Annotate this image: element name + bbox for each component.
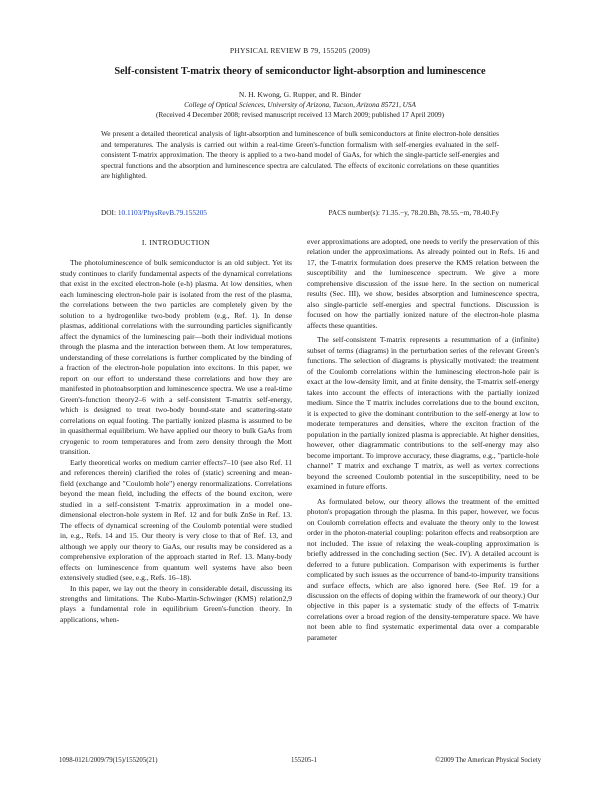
received-dates: (Received 4 December 2008; revised manuscript received 13 March 2009; published 17 April 2009) [155,111,444,119]
left-column [60,238,292,625]
section-heading: I. INTRODUCTION [141,238,211,247]
paragraph: The self-consistent T-matrix represents a resummation of a (infinite) subset of terms (diagrams) in the perturbation series of the relevant Green's functions. The selection of diagrams is physically motivated: the treatment of the Coulomb correlations within the luminescing electron-hole pair is exact at the low-density limit, and at finite density, the T-matrix self-energy takes into account the effects of interactions with the partially ionized medium. Since the T matrix includes correlations due to the bound exciton, it is expected to give the dominant contribution to the self-energy at low to moderate temperatures and densities, where the exciton fraction of the population in the partially ionized plasma is appreciable. At higher densities, however, other diagrammatic contributions to the self-energy may also become important. To improve accuracy, these diagrams, e.g., "particle-hole channel" T matrix and exchange T matrix, as well as vertex corrections beyond the screened Coulomb potential in the susceptibility, need to be examined in future efforts. [307,335,539,492]
doi [101,208,207,217]
paragraph: Early theoretical works on medium carrier effects7–10 (see also Ref. 11 and references therein) clarified the roles of (static) screening and mean-field (exchange and "Coulomb hole") energy renormalizations. Correlations beyond the mean field, including the effects of the bound exciton, were studied in a self-consistent T-matrix approximation in a model one-dimensional electron-hole system in Ref. 12 and for bulk ZnSe in Ref. 13. The effects of dynamical screening of the Coulomb potential were studied in, e.g., Refs. 14 and 15. Our theory is very close to that of Ref. 13, and although we apply our theory to GaAs, our results may be considered as a comprehensive exploration of the approach started in Ref. 13. Many-body effects on luminescence from quantum well systems have also been extensively studied (see, e.g., Refs. 16–18). [60,457,292,583]
pacs-numbers: PACS number(s): 71.35.−y, 78.20.Bh, 78.55.−m, 78.40.Fy [328,208,499,217]
page-number: 155205-1 [291,757,318,764]
journal-header: PHYSICAL REVIEW B 79, 155205 (2009) [229,46,371,55]
doi-link[interactable]: 10.1103/PhysRevB.79.155205 [117,208,207,217]
right-column [307,237,539,643]
abstract: We present a detailed theoretical analysis of light-absorption and luminescence of bulk semiconductors at finite electron-hole densities and temperatures. The analysis is carried out within a real-time Green's-function formalism with self-energies evaluated in the self-consistent T-matrix approximation. The theory is applied to a two-band model of GaAs, for which the single-particle self-energies and spectral functions and the absorption and luminescence spectra are calculated. The effects of excitonic correlations on these quantities are highlighted. [101,129,499,181]
paragraph: As formulated below, our theory allows the treatment of the emitted photon's propagation through the plasma. In this paper, however, we focus on Coulomb correlation effects and evaluate the theory only to the lowest order in the photon-material coupling: polariton effects and reabsorption are not included. The issue of relaxing the weak-coupling approximation is briefly addressed in the concluding section (Sec. IV). A detailed account is deferred to a future publication. Comparison with experiments is further complicated by such issues as the occurrence of band-to-impurity transitions and surface effects, which are also ignored here. (See Ref. 19 for a discussion on the effects of doping within the framework of our theory.) Our objective in this paper is a systematic study of the effects of T-matrix correlations over a broad region of the density-temperature space. We have not been able to find systematic experimental data over a comparable parameter [307,496,539,642]
paragraph: ever approximations are adopted, one needs to verify the preservation of this relation under the approximations. As already pointed out in Refs. 16 and 17, the T-matrix formulation does preserve the KMS relation between the susceptibility and the luminescence spectrum. We give a more comprehensive discussion of the issue here. In the section on numerical results (Sec. III), we show, besides absorption and luminescence spectra, also single-particle self-energies and spectral functions. Discussion is focused on how the partially ionized nature of the electron-hole plasma affects these quantities. [307,237,539,330]
author-list: N. H. Kwong, G. Rupper, and R. Binder [238,90,362,99]
doi-label: DOI: [101,208,116,217]
paragraph: The photoluminescence of bulk semiconductor is an old subject. Yet its study continues to clarify fundamental aspects of the dynamical correlations that exist in the excited electron-hole (e-h) plasma. At low densities, when each luminescing electron-hole pair is isolated from the rest of the plasma, the correlations between the two particles are completely given by the solution to a hydrogenlike two-body problem (e.g., Ref. 1). In dense plasmas, additional correlations with the surrounding particles significantly affect the dynamics of the luminescing pair—both their individual motions through the plasma and the interaction between them. At low temperatures, understanding of these correlations is further complicated by the binding of a fraction of the electron-hole population into excitons. In this paper, we report on our effort to understand these correlations and how they are manifested in photoabsorption and luminescence spectra. We use a real-time Green's-function theory2–6 with a self-consistent T-matrix self-energy, which is designed to treat two-body bound-state and scattering-state correlations on equal footing. The partially ionized plasma is assumed to be in quasithermal equilibrium. We have applied our theory to bulk GaAs from cryogenic to room temperatures and from zero density through the Mott transition. [60,258,292,457]
paragraph: In this paper, we lay out the theory in considerable detail, discussing its strengths and limitations. The Kubo-Martin-Schwinger (KMS) relation2,9 plays a fundamental role in equilibrium Green's-function theory. In applications, when- [60,583,292,624]
copyright: ©2009 The American Physical Society [435,757,541,764]
affiliation: College of Optical Sciences, University of Arizona, Tucson, Arizona 85721, USA [184,101,416,109]
paper-title: Self-consistent T-matrix theory of semiconductor light-absorption and luminescence [114,66,486,77]
footer-issn: 1098-0121/2009/79(15)/155205(21) [59,757,158,764]
